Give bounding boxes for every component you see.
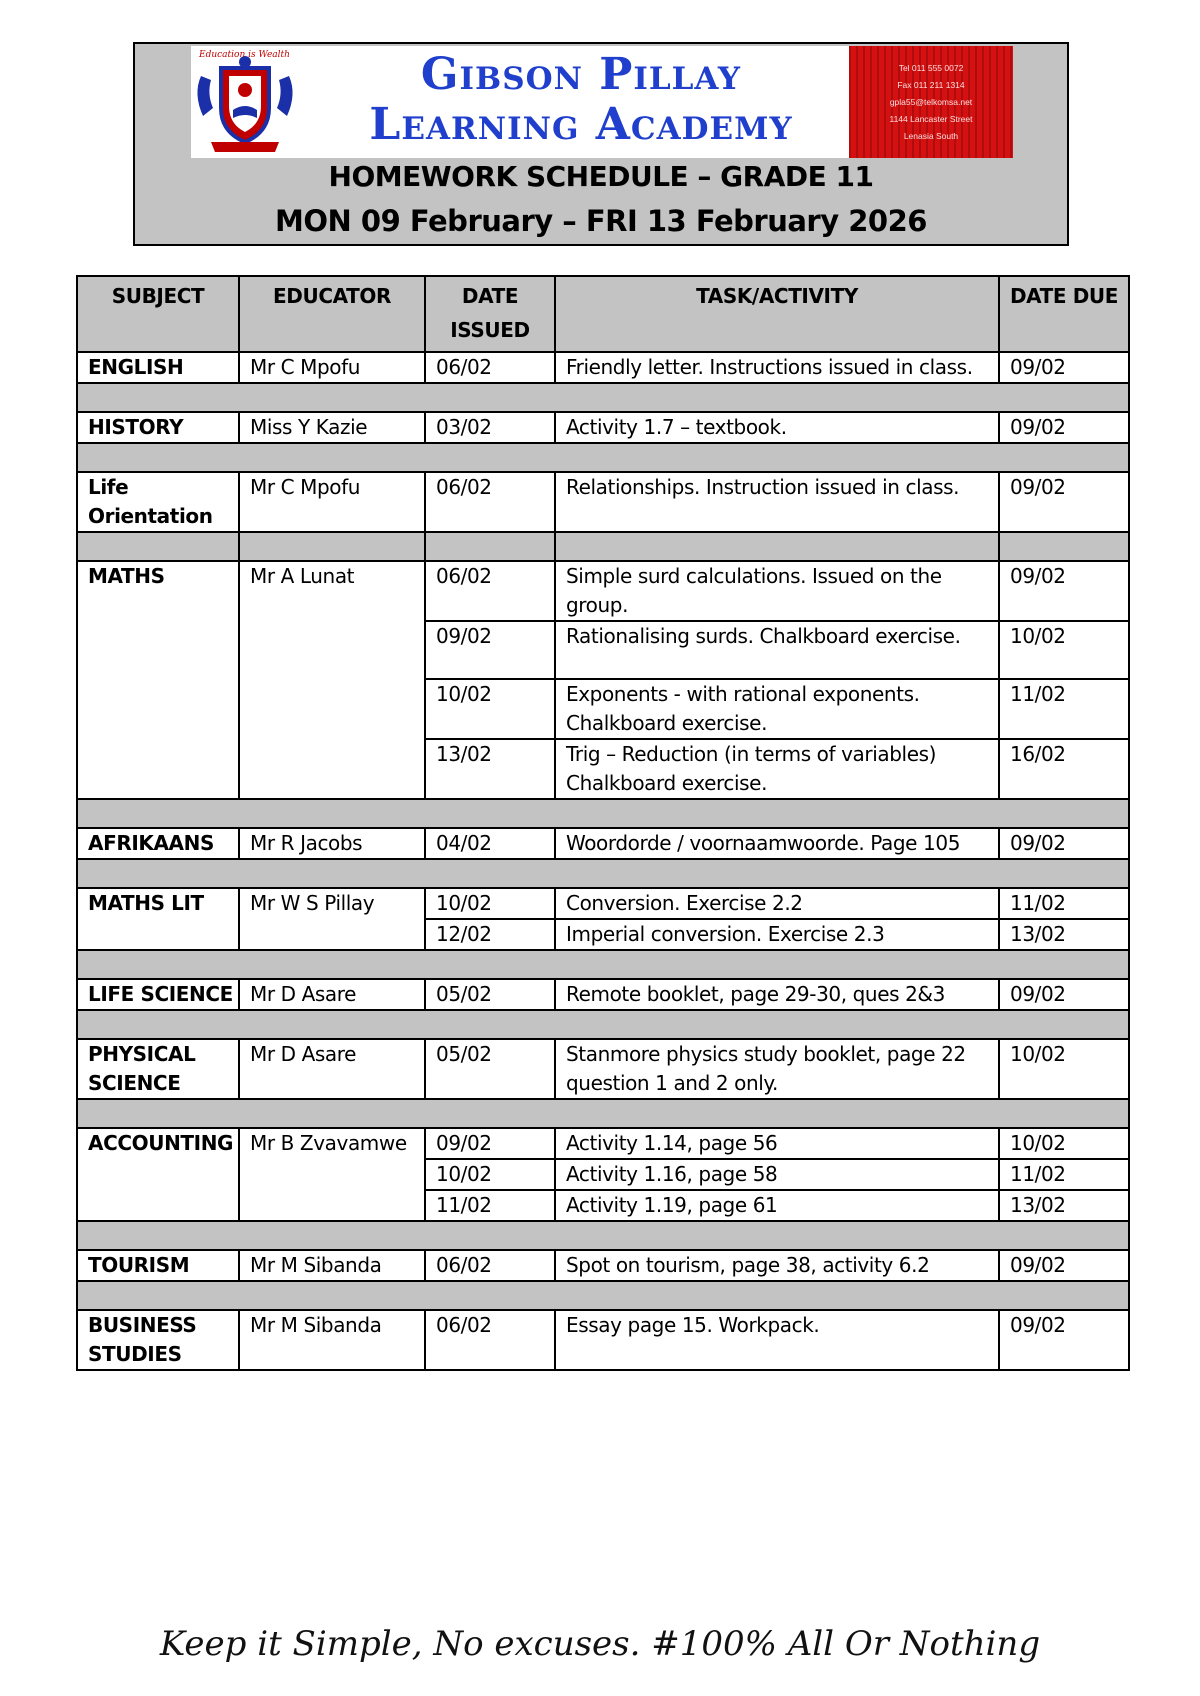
column-header-date-issued: DATE ISSUED bbox=[425, 276, 555, 352]
date-issued-cell: 10/02 bbox=[425, 1159, 555, 1190]
table-row bbox=[77, 888, 1129, 919]
subject-cell: AFRIKAANS bbox=[77, 828, 239, 859]
task-cell: Friendly letter. Instructions issued in class. bbox=[555, 352, 999, 383]
date-due-cell: 11/02 bbox=[999, 679, 1129, 739]
date-issued-cell: 13/02 bbox=[425, 739, 555, 799]
educator-cell: Mr W S Pillay bbox=[239, 888, 425, 950]
educator-cell: Mr R Jacobs bbox=[239, 828, 425, 859]
date-issued-cell: 09/02 bbox=[425, 1128, 555, 1159]
school-crest-logo bbox=[191, 46, 299, 158]
column-header-date-due: DATE DUE bbox=[999, 276, 1129, 352]
school-name bbox=[301, 50, 861, 150]
crest-emblem-icon bbox=[191, 46, 299, 158]
subject-cell: MATHS LIT bbox=[77, 888, 239, 950]
subject-cell: PHYSICAL SCIENCE bbox=[77, 1039, 239, 1099]
spacer-row bbox=[77, 799, 1129, 828]
date-issued-cell: 11/02 bbox=[425, 1190, 555, 1221]
contact-line: Fax 011 211 1314 bbox=[897, 80, 965, 90]
spacer-row bbox=[77, 383, 1129, 412]
table-row bbox=[77, 412, 1129, 443]
school-banner bbox=[191, 46, 1013, 158]
spacer-row bbox=[77, 1099, 1129, 1128]
date-due-cell: 09/02 bbox=[999, 561, 1129, 621]
task-cell: Imperial conversion. Exercise 2.3 bbox=[555, 919, 999, 950]
date-issued-cell: 06/02 bbox=[425, 1310, 555, 1370]
task-cell: Essay page 15. Workpack. bbox=[555, 1310, 999, 1370]
school-name-line1: Gibson Pillay bbox=[420, 49, 742, 100]
spacer-row bbox=[77, 1221, 1129, 1250]
table-row bbox=[77, 1250, 1129, 1281]
educator-cell: Mr D Asare bbox=[239, 979, 425, 1010]
date-issued-cell: 09/02 bbox=[425, 621, 555, 679]
date-issued-cell: 12/02 bbox=[425, 919, 555, 950]
date-due-cell: 13/02 bbox=[999, 1190, 1129, 1221]
schedule-dates: MON 09 February – FRI 13 February 2026 bbox=[275, 204, 927, 238]
date-issued-cell: 05/02 bbox=[425, 1039, 555, 1099]
date-issued-cell: 10/02 bbox=[425, 888, 555, 919]
date-issued-cell: 06/02 bbox=[425, 561, 555, 621]
task-cell: Spot on tourism, page 38, activity 6.2 bbox=[555, 1250, 999, 1281]
footer-quote: Keep it Simple, No excuses. #100% All Or Nothing bbox=[159, 1624, 1041, 1664]
date-due-cell: 11/02 bbox=[999, 888, 1129, 919]
spacer-row bbox=[77, 443, 1129, 472]
spacer-row bbox=[77, 532, 1129, 561]
date-issued-cell: 10/02 bbox=[425, 679, 555, 739]
date-due-cell: 09/02 bbox=[999, 1250, 1129, 1281]
task-cell: Activity 1.19, page 61 bbox=[555, 1190, 999, 1221]
spacer-row bbox=[77, 1010, 1129, 1039]
contact-line: Lenasia South bbox=[903, 131, 959, 141]
date-due-cell: 10/02 bbox=[999, 621, 1129, 679]
date-issued-cell: 06/02 bbox=[425, 352, 555, 383]
contact-panel bbox=[849, 46, 1013, 158]
spacer-row bbox=[77, 1281, 1129, 1310]
date-due-cell: 09/02 bbox=[999, 472, 1129, 532]
date-issued-cell: 06/02 bbox=[425, 1250, 555, 1281]
date-due-cell: 09/02 bbox=[999, 828, 1129, 859]
task-cell: Activity 1.14, page 56 bbox=[555, 1128, 999, 1159]
educator-cell: Miss Y Kazie bbox=[239, 412, 425, 443]
date-issued-cell: 04/02 bbox=[425, 828, 555, 859]
date-due-cell: 09/02 bbox=[999, 352, 1129, 383]
task-cell: Stanmore physics study booklet, page 22 question 1 and 2 only. bbox=[555, 1039, 999, 1099]
task-cell: Trig – Reduction (in terms of variables) Chalkboard exercise. bbox=[555, 739, 999, 799]
task-cell: Activity 1.7 – textbook. bbox=[555, 412, 999, 443]
date-issued-cell: 05/02 bbox=[425, 979, 555, 1010]
table-row bbox=[77, 561, 1129, 621]
subject-cell: LIFE SCIENCE bbox=[77, 979, 239, 1010]
educator-cell: Mr C Mpofu bbox=[239, 472, 425, 532]
task-cell: Exponents - with rational exponents. Chalkboard exercise. bbox=[555, 679, 999, 739]
spacer-row bbox=[77, 950, 1129, 979]
table-row bbox=[77, 828, 1129, 859]
contact-line: Tel 011 555 0072 bbox=[898, 63, 964, 73]
table-row bbox=[77, 1039, 1129, 1099]
subject-cell: HISTORY bbox=[77, 412, 239, 443]
subject-cell: ACCOUNTING bbox=[77, 1128, 239, 1221]
task-cell: Activity 1.16, page 58 bbox=[555, 1159, 999, 1190]
column-header-task: TASK/ACTIVITY bbox=[555, 276, 999, 352]
task-cell: Woordorde / voornaamwoorde. Page 105 bbox=[555, 828, 999, 859]
task-cell: Rationalising surds. Chalkboard exercise. bbox=[555, 621, 999, 679]
date-due-cell: 11/02 bbox=[999, 1159, 1129, 1190]
column-header-educator: EDUCATOR bbox=[239, 276, 425, 352]
table-row bbox=[77, 979, 1129, 1010]
spacer-row bbox=[77, 859, 1129, 888]
homework-table bbox=[76, 275, 1130, 1371]
educator-cell: Mr A Lunat bbox=[239, 561, 425, 799]
educator-cell: Mr D Asare bbox=[239, 1039, 425, 1099]
date-issued-cell: 06/02 bbox=[425, 472, 555, 532]
date-due-cell: 09/02 bbox=[999, 1310, 1129, 1370]
schedule-title: HOMEWORK SCHEDULE – GRADE 11 bbox=[328, 160, 874, 193]
task-cell: Simple surd calculations. Issued on the group. bbox=[555, 561, 999, 621]
crest-motto: Education is Wealth bbox=[199, 50, 290, 60]
date-due-cell: 10/02 bbox=[999, 1039, 1129, 1099]
date-due-cell: 16/02 bbox=[999, 739, 1129, 799]
table-row bbox=[77, 1128, 1129, 1159]
column-header-subject: SUBJECT bbox=[77, 276, 239, 352]
task-cell: Conversion. Exercise 2.2 bbox=[555, 888, 999, 919]
subject-cell: MATHS bbox=[77, 561, 239, 799]
educator-cell: Mr B Zvavamwe bbox=[239, 1128, 425, 1221]
contact-line: gpla55@telkomsa.net bbox=[889, 97, 973, 107]
table-header-row bbox=[77, 276, 1129, 352]
table-row bbox=[77, 352, 1129, 383]
subject-cell: BUSINESS STUDIES bbox=[77, 1310, 239, 1370]
date-issued-cell: 03/02 bbox=[425, 412, 555, 443]
table-row bbox=[77, 1310, 1129, 1370]
table-row bbox=[77, 472, 1129, 532]
date-due-cell: 09/02 bbox=[999, 412, 1129, 443]
school-name-line2: Learning Academy bbox=[369, 99, 793, 150]
date-due-cell: 09/02 bbox=[999, 979, 1129, 1010]
date-due-cell: 13/02 bbox=[999, 919, 1129, 950]
educator-cell: Mr C Mpofu bbox=[239, 352, 425, 383]
subject-cell: TOURISM bbox=[77, 1250, 239, 1281]
subject-cell: Life Orientation bbox=[77, 472, 239, 532]
task-cell: Relationships. Instruction issued in class. bbox=[555, 472, 999, 532]
date-due-cell: 10/02 bbox=[999, 1128, 1129, 1159]
subject-cell: ENGLISH bbox=[77, 352, 239, 383]
task-cell: Remote booklet, page 29-30, ques 2&3 bbox=[555, 979, 999, 1010]
header-box bbox=[133, 42, 1069, 246]
educator-cell: Mr M Sibanda bbox=[239, 1310, 425, 1370]
contact-line: 1144 Lancaster Street bbox=[889, 114, 973, 124]
educator-cell: Mr M Sibanda bbox=[239, 1250, 425, 1281]
